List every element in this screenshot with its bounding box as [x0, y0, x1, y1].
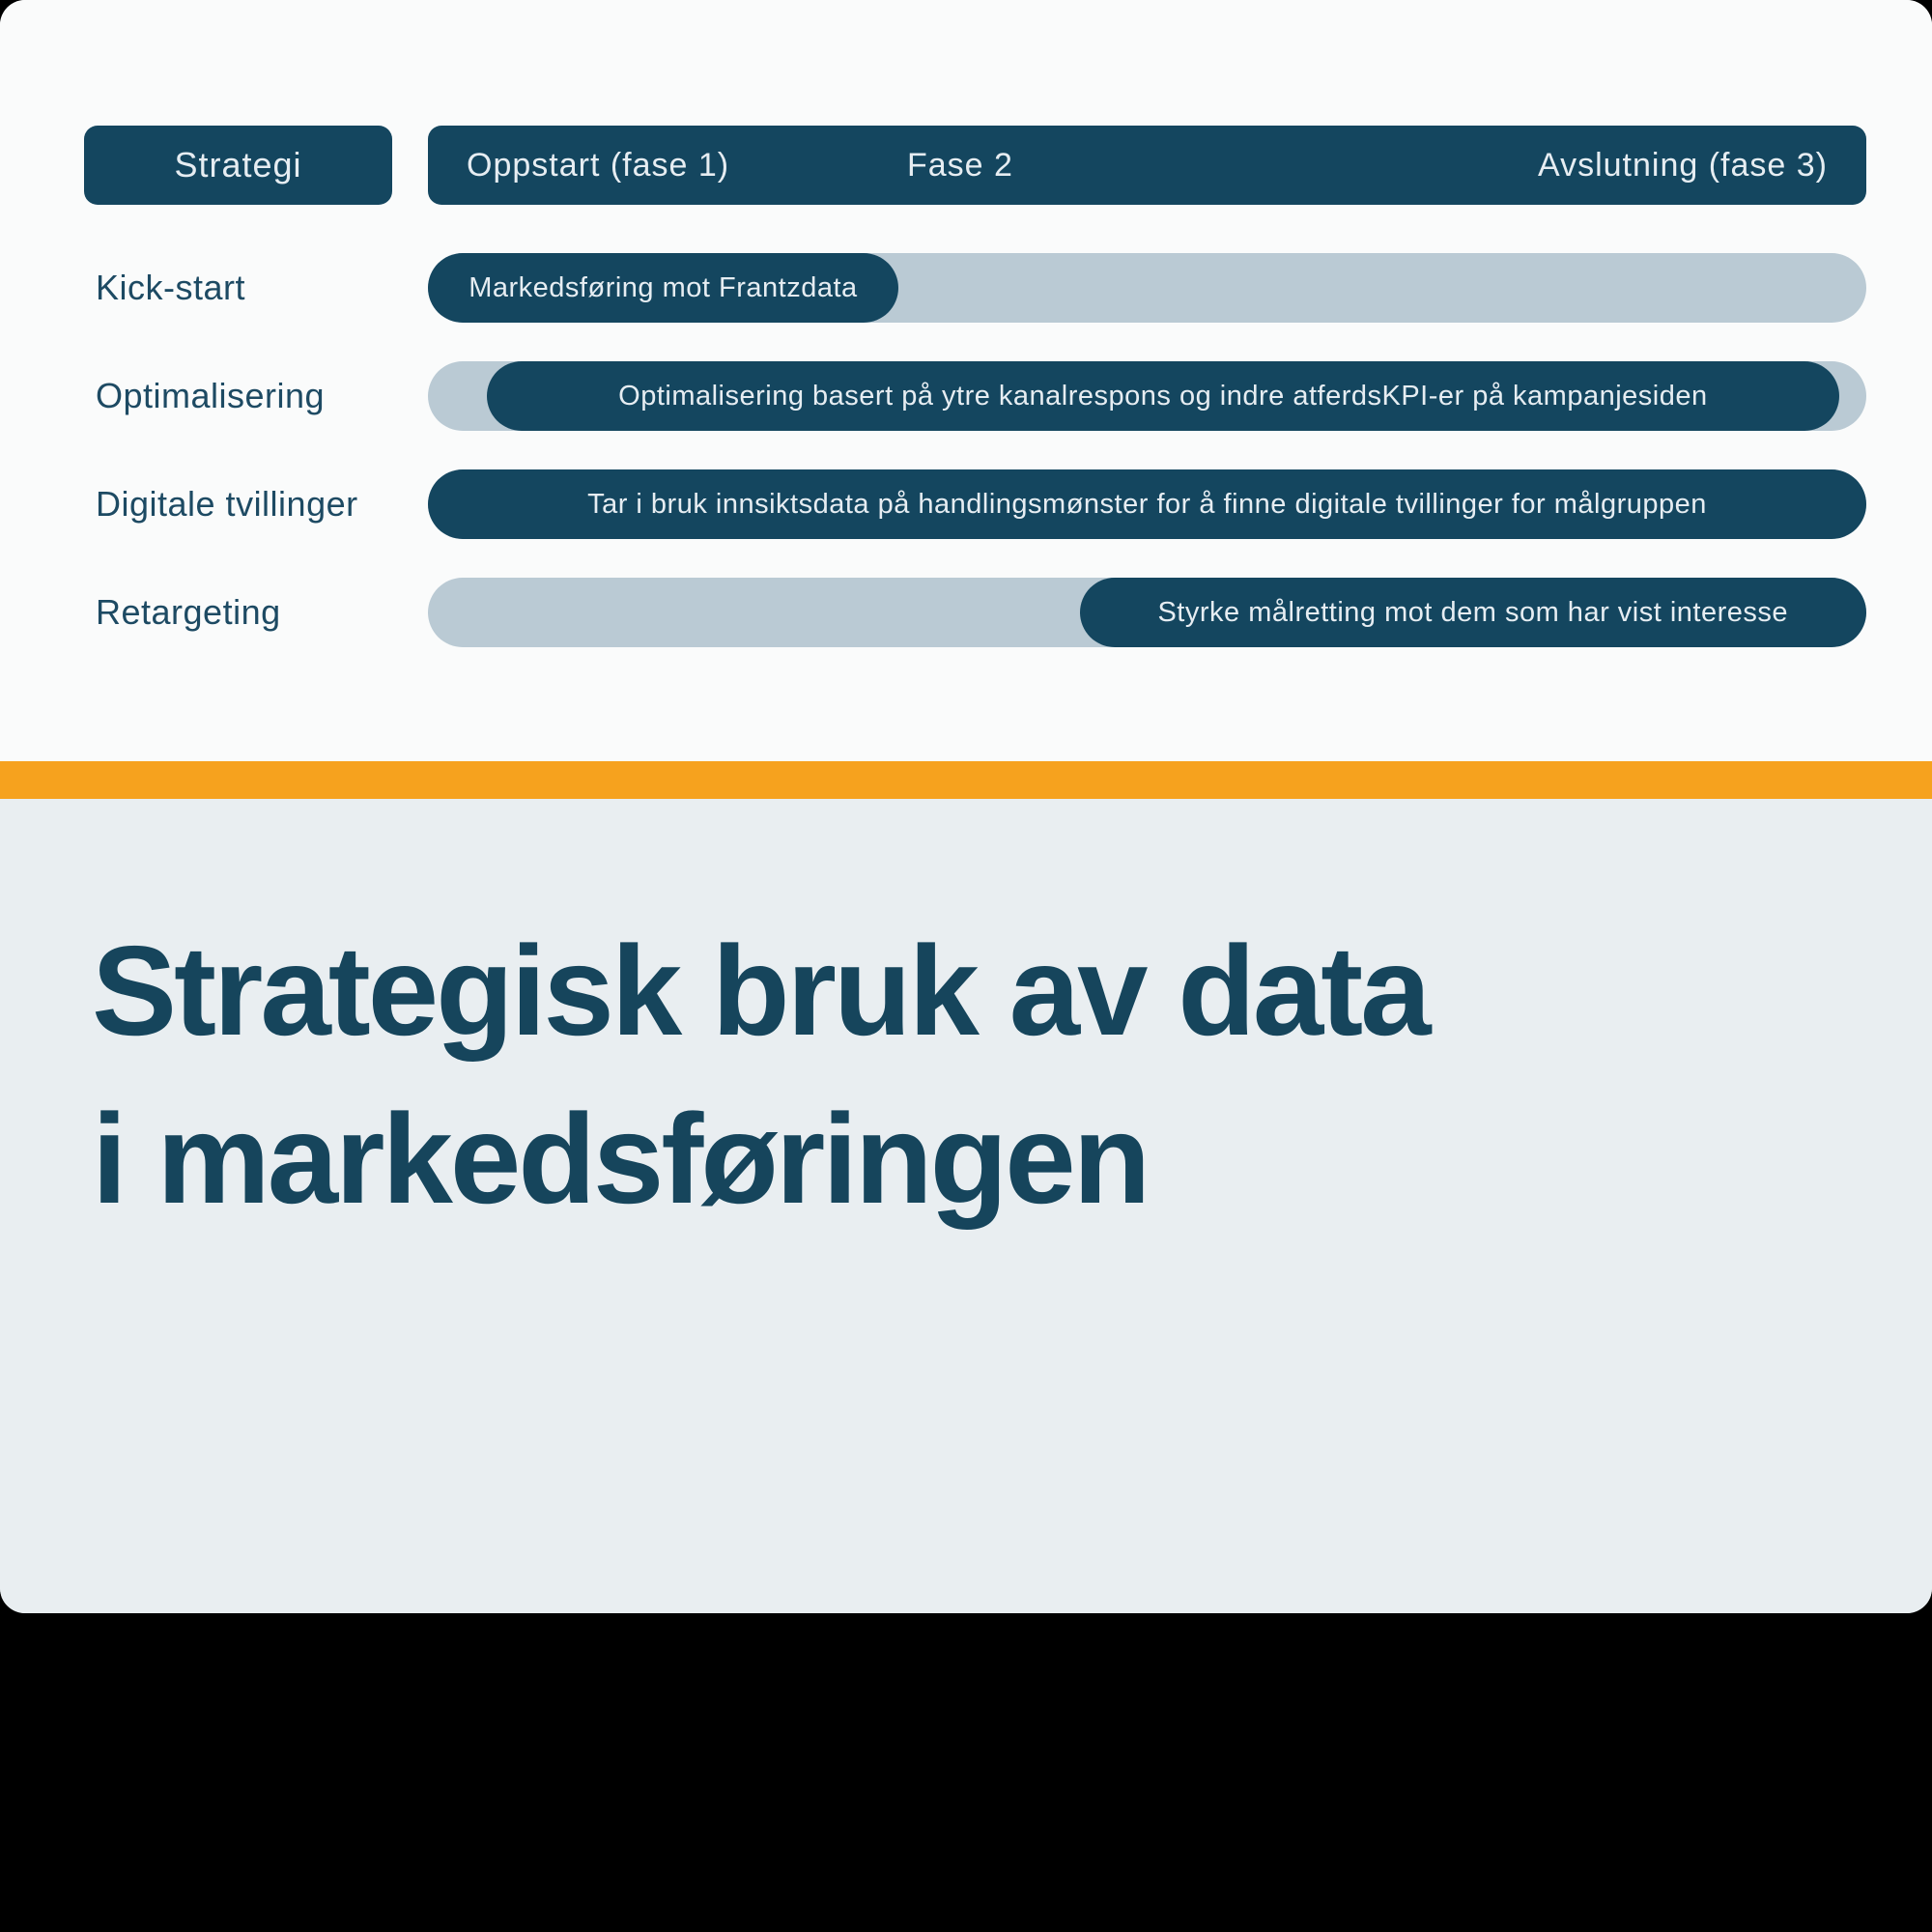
gantt-row-optimalisering	[0, 361, 1932, 431]
bar-label: Styrke målretting mot dem som har vist interesse	[1157, 596, 1789, 628]
headline-section	[0, 799, 1932, 1613]
bar-track	[428, 578, 1866, 647]
gantt-row-kick-start	[0, 253, 1932, 323]
bar-pill	[487, 361, 1839, 431]
headline	[92, 907, 1874, 1243]
headline-line-2: i markedsføringen	[92, 1088, 1149, 1231]
gantt-row-digitale-tvillinger	[0, 469, 1932, 539]
orange-divider	[0, 761, 1932, 799]
bar-track	[428, 253, 1866, 323]
row-label: Digitale tvillinger	[96, 484, 358, 524]
bar-pill	[428, 253, 898, 323]
row-label: Optimalisering	[96, 376, 326, 415]
gantt-row-retargeting	[0, 578, 1932, 647]
phase-header-bar	[428, 126, 1866, 205]
gantt-chart	[0, 0, 1932, 761]
phase-label-avslutning: Avslutning (fase 3)	[1538, 146, 1828, 184]
bar-pill	[428, 469, 1866, 539]
phase-label-fase-2: Fase 2	[906, 146, 1013, 184]
strategy-column-header-label: Strategi	[174, 145, 302, 185]
bar-track	[428, 361, 1866, 431]
bar-label: Optimalisering basert på ytre kanalrespons og indre atferdsKPI-er på kampanjesiden	[618, 380, 1708, 412]
bar-track	[428, 469, 1866, 539]
phase-label-oppstart: Oppstart (fase 1)	[467, 146, 730, 184]
headline-line-1: Strategisk bruk av data	[92, 920, 1429, 1062]
bar-label: Markedsføring mot Frantzdata	[469, 271, 858, 303]
bar-pill	[1080, 578, 1866, 647]
row-label: Kick-start	[96, 268, 246, 307]
bar-label: Tar i bruk innsiktsdata på handlingsmønster for å finne digitale tvillinger for målgruppen	[587, 488, 1707, 520]
strategy-column-header	[84, 126, 392, 205]
row-label: Retargeting	[96, 592, 281, 632]
